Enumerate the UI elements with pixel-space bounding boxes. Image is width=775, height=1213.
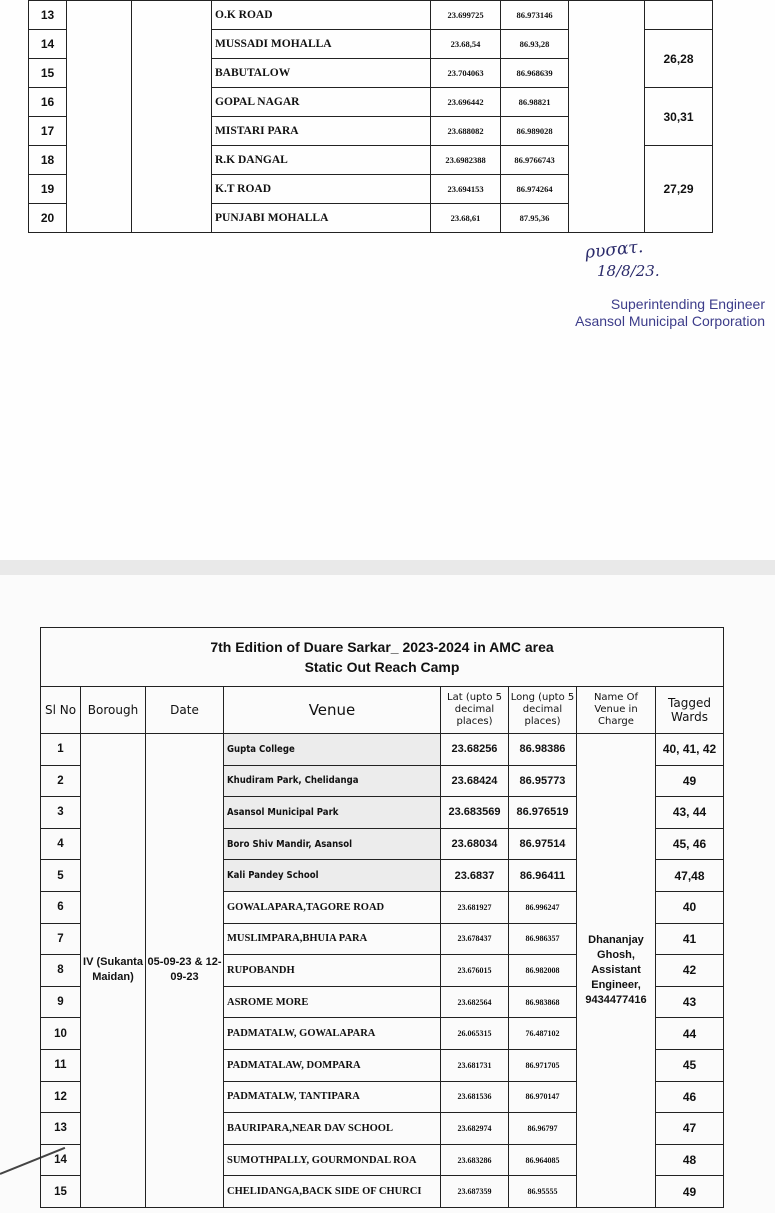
header-date: Date [146,687,224,734]
venue: PADMATALAW, DOMPARA [224,1049,441,1081]
designation-org: Asansol Municipal Corporation [575,313,765,329]
sl-no: 6 [41,891,81,923]
venue: Khudiram Park, Chelidanga [224,765,441,797]
long: 86.996247 [509,891,577,923]
tagged-wards: 41 [656,923,724,955]
ward-cell: 26,28 [645,30,713,88]
venue: R.K DANGAL [212,146,431,175]
long: 86.97514 [509,828,577,860]
venue: Kali Pandey School [224,860,441,892]
sl-no: 13 [29,1,67,30]
long: 86.95555 [509,1176,577,1208]
long: 86.971705 [509,1049,577,1081]
long: 87.95,36 [501,204,569,233]
document-page-1 [0,0,775,560]
venue: SUMOTHPALLY, GOURMONDAL ROA [224,1144,441,1176]
long: 86.970147 [509,1081,577,1113]
ward-cell [645,1,713,30]
ward-cell: 30,31 [645,88,713,146]
lat: 26.065315 [441,1018,509,1050]
venue: PADMATALW, TANTIPARA [224,1081,441,1113]
sl-no: 19 [29,175,67,204]
tagged-wards: 45, 46 [656,828,724,860]
signature-date: 18/8/23. [597,262,660,280]
long: 86.973146 [501,1,569,30]
date-cell [132,1,212,233]
table-row [29,1,713,30]
venue: K.T ROAD [212,175,431,204]
tagged-wards: 40, 41, 42 [656,734,724,766]
lat: 23.68,61 [431,204,501,233]
sl-no: 5 [41,860,81,892]
borough: IV (Sukanta Maidan) [81,734,146,1208]
long: 86.98821 [501,88,569,117]
venue: Asansol Municipal Park [224,797,441,829]
page-gap [0,560,775,575]
tagged-wards: 46 [656,1081,724,1113]
sl-no: 17 [29,117,67,146]
tagged-wards: 47,48 [656,860,724,892]
tagged-wards: 44 [656,1018,724,1050]
lat: 23.678437 [441,923,509,955]
long: 86.982008 [509,955,577,987]
venue-in-charge: Dhananjay Ghosh, Assistant Engineer, 9434477416 [577,734,656,1208]
tagged-wards: 49 [656,765,724,797]
tagged-wards: 40 [656,891,724,923]
sl-no: 15 [41,1176,81,1208]
table-row [41,734,724,766]
sl-no: 2 [41,765,81,797]
venue: CHELIDANGA,BACK SIDE OF CHURCI [224,1176,441,1208]
header-borough: Borough [81,687,146,734]
table-title [41,628,724,687]
long: 86.96411 [509,860,577,892]
sl-no: 3 [41,797,81,829]
tagged-wards: 45 [656,1049,724,1081]
title-line-2: Static Out Reach Camp [304,659,460,675]
long: 86.964085 [509,1144,577,1176]
lat: 23.68424 [441,765,509,797]
venue: Boro Shiv Mandir, Asansol [224,828,441,860]
venue: MUSLIMPARA,BHUIA PARA [224,923,441,955]
long: 86.986357 [509,923,577,955]
long: 86.9766743 [501,146,569,175]
lat: 23.68,54 [431,30,501,59]
sl-no: 14 [41,1144,81,1176]
long: 86.95773 [509,765,577,797]
long: 76.487102 [509,1018,577,1050]
signature: ρυσατ. [584,237,645,263]
date: 05-09-23 & 12-09-23 [146,734,224,1208]
sl-no: 14 [29,30,67,59]
sl-no: 9 [41,986,81,1018]
title-line-1: 7th Edition of Duare Sarkar_ 2023-2024 in AMC area [210,639,554,655]
header-lat: Lat (upto 5 decimal places) [441,687,509,734]
lat: 23.6837 [441,860,509,892]
lat: 23.694153 [431,175,501,204]
sl-no: 13 [41,1113,81,1145]
header-venue: Venue [224,687,441,734]
venue: RUPOBANDH [224,955,441,987]
sl-no: 11 [41,1049,81,1081]
sl-no: 18 [29,146,67,175]
lat: 23.681536 [441,1081,509,1113]
tagged-wards: 48 [656,1144,724,1176]
sl-no: 20 [29,204,67,233]
venue: GOPAL NAGAR [212,88,431,117]
venue: PADMATALW, GOWALAPARA [224,1018,441,1050]
sl-no: 8 [41,955,81,987]
tagged-wards: 47 [656,1113,724,1145]
lat: 23.681731 [441,1049,509,1081]
long: 86.98386 [509,734,577,766]
lat: 23.676015 [441,955,509,987]
sl-no: 1 [41,734,81,766]
lat: 23.687359 [441,1176,509,1208]
camp-table [40,627,724,1208]
borough-cell [67,1,132,233]
venue: ASROME MORE [224,986,441,1018]
lat: 23.688082 [431,117,501,146]
sl-no: 12 [41,1081,81,1113]
long: 86.974264 [501,175,569,204]
lat: 23.6982388 [431,146,501,175]
venue: GOWALAPARA,TAGORE ROAD [224,891,441,923]
lat: 23.682974 [441,1113,509,1145]
sl-no: 7 [41,923,81,955]
designation-title: Superintending Engineer [610,296,765,312]
long: 86.983868 [509,986,577,1018]
long: 86.93,28 [501,30,569,59]
lat: 23.682564 [441,986,509,1018]
header-sl: Sl No [41,687,81,734]
sl-no: 10 [41,1018,81,1050]
long: 86.968639 [501,59,569,88]
designation-block [530,296,765,330]
long: 86.989028 [501,117,569,146]
tagged-wards: 42 [656,955,724,987]
title-row [41,628,724,687]
header-incharge: Name Of Venue in Charge [577,687,656,734]
lat: 23.683286 [441,1144,509,1176]
top-camp-table [28,0,713,233]
lat: 23.68256 [441,734,509,766]
venue: PUNJABI MOHALLA [212,204,431,233]
ward-cell: 27,29 [645,146,713,233]
header-row [41,687,724,734]
venue: O.K ROAD [212,1,431,30]
venue: Gupta College [224,734,441,766]
tagged-wards: 43, 44 [656,797,724,829]
long: 86.976519 [509,797,577,829]
lat: 23.699725 [431,1,501,30]
tagged-wards: 43 [656,986,724,1018]
venue: BABUTALOW [212,59,431,88]
sl-no: 15 [29,59,67,88]
venue: MISTARI PARA [212,117,431,146]
incharge-cell [569,1,645,233]
header-long: Long (upto 5 decimal places) [509,687,577,734]
header-wards: Tagged Wards [656,687,724,734]
venue: BAURIPARA,NEAR DAV SCHOOL [224,1113,441,1145]
lat: 23.681927 [441,891,509,923]
sl-no: 4 [41,828,81,860]
lat: 23.696442 [431,88,501,117]
sl-no: 16 [29,88,67,117]
lat: 23.68034 [441,828,509,860]
long: 86.96797 [509,1113,577,1145]
venue: MUSSADI MOHALLA [212,30,431,59]
lat: 23.683569 [441,797,509,829]
lat: 23.704063 [431,59,501,88]
tagged-wards: 49 [656,1176,724,1208]
